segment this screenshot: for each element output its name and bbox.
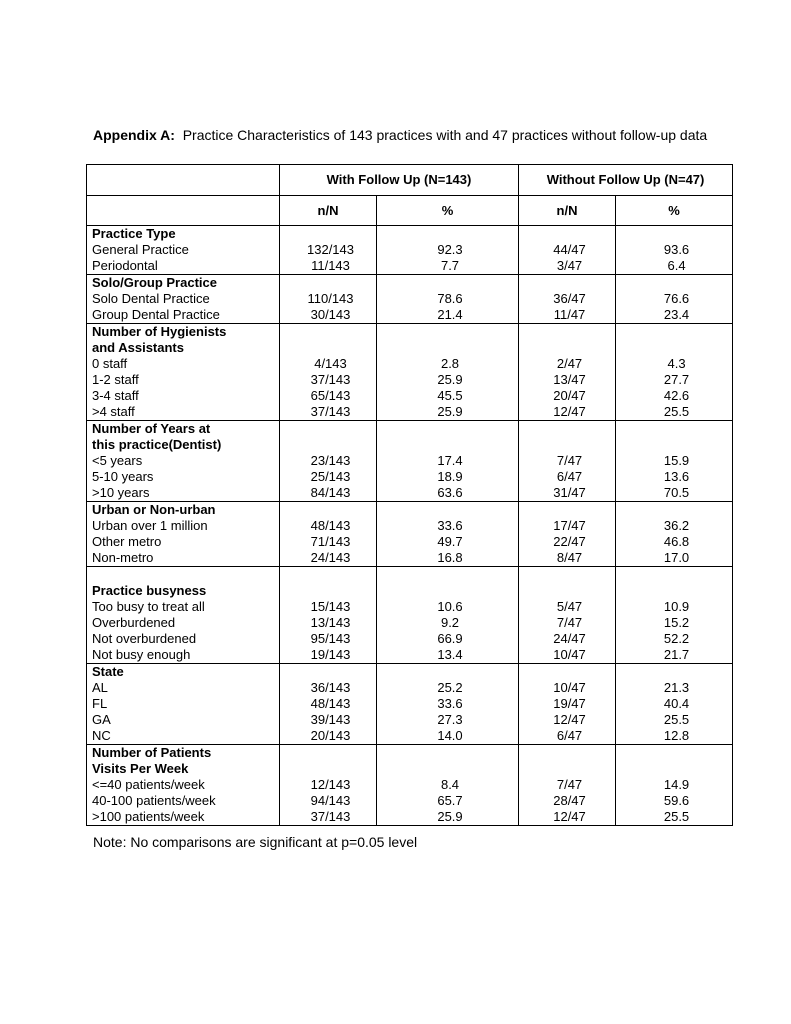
empty-cell [616,324,733,357]
row-label: Group Dental Practice [87,307,280,324]
with-percent: 92.3 [377,242,519,258]
without-count: 20/47 [519,388,616,404]
without-percent: 59.6 [616,793,733,809]
table-row [87,793,733,809]
section-title: State [87,664,280,681]
empty-cell [616,421,733,454]
without-percent: 36.2 [616,518,733,534]
without-percent: 40.4 [616,696,733,712]
empty-cell [519,567,616,600]
without-percent: 76.6 [616,291,733,307]
header-row-columns [87,196,733,226]
with-percent: 78.6 [377,291,519,307]
with-count: 15/143 [280,599,377,615]
without-count: 10/47 [519,680,616,696]
section-header-row [87,421,733,454]
with-count: 48/143 [280,696,377,712]
without-percent: 70.5 [616,485,733,502]
without-count: 7/47 [519,615,616,631]
with-percent: 14.0 [377,728,519,745]
with-count: 12/143 [280,777,377,793]
section-header-row [87,664,733,681]
row-label: <5 years [87,453,280,469]
without-percent: 15.2 [616,615,733,631]
row-label: 0 staff [87,356,280,372]
without-count: 11/47 [519,307,616,324]
with-percent: 16.8 [377,550,519,567]
without-percent: 52.2 [616,631,733,647]
without-percent: 13.6 [616,469,733,485]
without-count: 8/47 [519,550,616,567]
empty-cell [616,502,733,519]
table-row [87,680,733,696]
without-count: 5/47 [519,599,616,615]
table-row [87,647,733,664]
with-percent: 10.6 [377,599,519,615]
with-count: 37/143 [280,809,377,826]
empty-cell [616,567,733,600]
table-row [87,469,733,485]
without-percent: 17.0 [616,550,733,567]
section-header-row [87,226,733,243]
empty-cell [280,745,377,778]
without-percent: 23.4 [616,307,733,324]
empty-cell [280,502,377,519]
with-count: 4/143 [280,356,377,372]
header-blank-cell [87,196,280,226]
with-percent: 13.4 [377,647,519,664]
empty-cell [519,502,616,519]
table-note: Note: No comparisons are significant at p=0.05 level [93,834,418,850]
with-percent: 7.7 [377,258,519,275]
with-percent: 65.7 [377,793,519,809]
without-percent: 21.3 [616,680,733,696]
section-header-row [87,275,733,292]
table-row [87,518,733,534]
row-label: <=40 patients/week [87,777,280,793]
row-label: 3-4 staff [87,388,280,404]
row-label: Solo Dental Practice [87,291,280,307]
table-row [87,307,733,324]
row-label: 1-2 staff [87,372,280,388]
empty-cell [377,324,519,357]
table-row [87,615,733,631]
section-header-row [87,502,733,519]
with-count: 48/143 [280,518,377,534]
row-label: FL [87,696,280,712]
without-count: 24/47 [519,631,616,647]
empty-cell [377,664,519,681]
without-count: 44/47 [519,242,616,258]
without-percent: 25.5 [616,712,733,728]
without-count: 12/47 [519,404,616,421]
row-label: >100 patients/week [87,809,280,826]
empty-cell [377,275,519,292]
section-title: Solo/Group Practice [87,275,280,292]
with-count: 37/143 [280,404,377,421]
section-title: Number of Patients Visits Per Week [87,745,280,778]
with-count: 19/143 [280,647,377,664]
without-count: 19/47 [519,696,616,712]
table-row [87,777,733,793]
empty-cell [616,226,733,243]
row-label: Too busy to treat all [87,599,280,615]
section-title: Practice busyness [87,567,280,600]
empty-cell [519,664,616,681]
caption-text: Practice Characteristics of 143 practices with and 47 practices without follow-up data [182,127,708,143]
row-label: Non-metro [87,550,280,567]
with-percent: 2.8 [377,356,519,372]
empty-cell [280,664,377,681]
without-count: 13/47 [519,372,616,388]
table-caption [93,127,733,143]
with-count: 25/143 [280,469,377,485]
row-label: AL [87,680,280,696]
without-count: 12/47 [519,712,616,728]
table-row [87,291,733,307]
row-label: NC [87,728,280,745]
with-percent: 33.6 [377,518,519,534]
without-percent: 25.5 [616,809,733,826]
without-percent: 6.4 [616,258,733,275]
empty-cell [280,275,377,292]
row-label: General Practice [87,242,280,258]
empty-cell [280,567,377,600]
section-header-row [87,745,733,778]
table-row [87,372,733,388]
header-row-groups [87,165,733,196]
without-percent: 42.6 [616,388,733,404]
with-percent: 25.2 [377,680,519,696]
row-label: Not busy enough [87,647,280,664]
without-count: 36/47 [519,291,616,307]
with-count: 24/143 [280,550,377,567]
empty-cell [377,226,519,243]
table-row [87,388,733,404]
without-percent: 25.5 [616,404,733,421]
table-body [87,226,733,826]
row-label: Other metro [87,534,280,550]
empty-cell [377,745,519,778]
table-row [87,485,733,502]
section-title: Practice Type [87,226,280,243]
without-count: 12/47 [519,809,616,826]
header-blank-cell [87,165,280,196]
with-percent: 49.7 [377,534,519,550]
without-percent: 27.7 [616,372,733,388]
without-percent: 15.9 [616,453,733,469]
header-without-nN: n/N [519,196,616,226]
without-count: 17/47 [519,518,616,534]
with-count: 65/143 [280,388,377,404]
empty-cell [616,745,733,778]
empty-cell [519,275,616,292]
without-count: 22/47 [519,534,616,550]
with-percent: 8.4 [377,777,519,793]
with-percent: 33.6 [377,696,519,712]
with-count: 95/143 [280,631,377,647]
section-header-row [87,567,733,600]
empty-cell [280,226,377,243]
empty-cell [519,324,616,357]
empty-cell [280,421,377,454]
with-percent: 18.9 [377,469,519,485]
header-with-pct: % [377,196,519,226]
empty-cell [616,275,733,292]
section-title: Urban or Non-urban [87,502,280,519]
with-count: 132/143 [280,242,377,258]
with-count: 84/143 [280,485,377,502]
row-label: >10 years [87,485,280,502]
empty-cell [519,421,616,454]
empty-cell [377,421,519,454]
empty-cell [519,745,616,778]
with-count: 39/143 [280,712,377,728]
without-percent: 46.8 [616,534,733,550]
empty-cell [280,324,377,357]
without-count: 6/47 [519,469,616,485]
with-count: 71/143 [280,534,377,550]
section-title: Number of Years at this practice(Dentist) [87,421,280,454]
without-count: 7/47 [519,777,616,793]
without-count: 6/47 [519,728,616,745]
row-label: Overburdened [87,615,280,631]
without-count: 7/47 [519,453,616,469]
table-row [87,728,733,745]
empty-cell [519,226,616,243]
table-row [87,712,733,728]
without-count: 10/47 [519,647,616,664]
without-count: 2/47 [519,356,616,372]
without-percent: 14.9 [616,777,733,793]
with-percent: 17.4 [377,453,519,469]
header-with-follow-up: With Follow Up (N=143) [280,165,519,196]
row-label: Periodontal [87,258,280,275]
with-count: 30/143 [280,307,377,324]
section-header-row [87,324,733,357]
with-percent: 25.9 [377,404,519,421]
caption-lead: Appendix A: [93,127,175,143]
with-count: 13/143 [280,615,377,631]
without-percent: 12.8 [616,728,733,745]
row-label: 5-10 years [87,469,280,485]
without-percent: 10.9 [616,599,733,615]
row-label: 40-100 patients/week [87,793,280,809]
with-count: 36/143 [280,680,377,696]
with-percent: 25.9 [377,372,519,388]
without-percent: 93.6 [616,242,733,258]
without-count: 3/47 [519,258,616,275]
section-title: Number of Hygienists and Assistants [87,324,280,357]
with-percent: 27.3 [377,712,519,728]
with-percent: 9.2 [377,615,519,631]
without-percent: 4.3 [616,356,733,372]
table-row [87,534,733,550]
row-label: Urban over 1 million [87,518,280,534]
with-count: 37/143 [280,372,377,388]
table-row [87,696,733,712]
table-row [87,258,733,275]
table-row [87,599,733,615]
without-percent: 21.7 [616,647,733,664]
with-count: 110/143 [280,291,377,307]
with-percent: 25.9 [377,809,519,826]
without-count: 31/47 [519,485,616,502]
with-percent: 21.4 [377,307,519,324]
header-with-nN: n/N [280,196,377,226]
with-count: 94/143 [280,793,377,809]
row-label: GA [87,712,280,728]
table-row [87,631,733,647]
header-without-pct: % [616,196,733,226]
table-row [87,550,733,567]
with-count: 20/143 [280,728,377,745]
with-percent: 66.9 [377,631,519,647]
empty-cell [616,664,733,681]
empty-cell [377,567,519,600]
table-row [87,356,733,372]
table-row [87,242,733,258]
empty-cell [377,502,519,519]
practice-characteristics-table [86,164,733,826]
table-row [87,809,733,826]
with-count: 23/143 [280,453,377,469]
header-without-follow-up: Without Follow Up (N=47) [519,165,733,196]
with-percent: 63.6 [377,485,519,502]
with-percent: 45.5 [377,388,519,404]
table-row [87,404,733,421]
without-count: 28/47 [519,793,616,809]
with-count: 11/143 [280,258,377,275]
row-label: Not overburdened [87,631,280,647]
table-row [87,453,733,469]
row-label: >4 staff [87,404,280,421]
